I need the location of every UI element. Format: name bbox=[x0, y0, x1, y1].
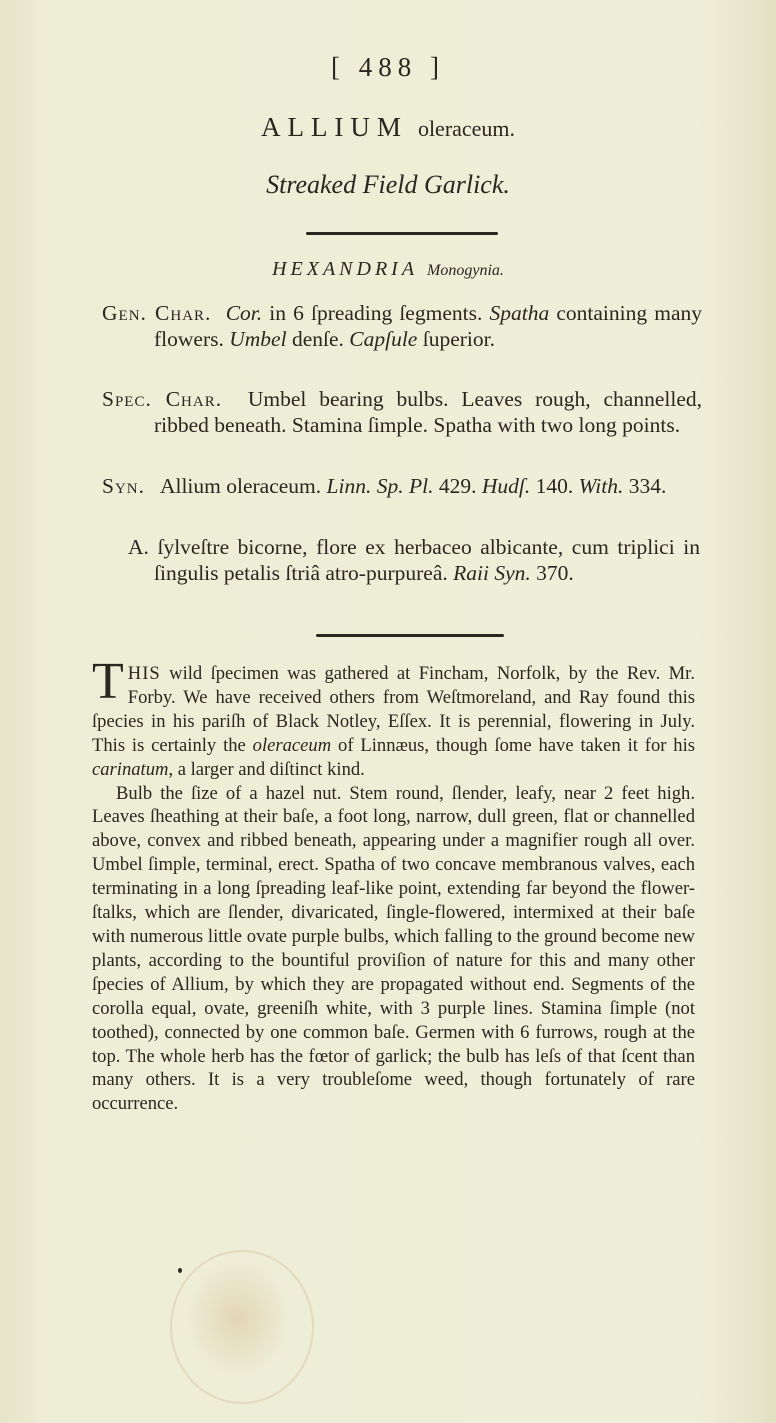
syn-text: Linn. Sp. Pl. bbox=[326, 474, 434, 498]
gen-char-text: ſuperior. bbox=[417, 327, 495, 351]
syn-text: Allium oleraceum. bbox=[159, 474, 327, 498]
gen-char-text: in 6 ſpreading ſegments. bbox=[262, 301, 490, 325]
syn-text: 334. bbox=[623, 474, 667, 498]
gen-char-text: Capſule bbox=[349, 327, 418, 351]
class-name: HEXANDRIA bbox=[272, 258, 419, 280]
description bbox=[92, 653, 696, 1116]
syn2-text: A. ſylveſtre bicorne, flore ex herbaceo albicante, cum triplici in ſingulis petalis ſtriâ atro-purpureâ. bbox=[128, 535, 700, 585]
top-divider bbox=[306, 232, 498, 235]
spec-char-label: Spec. Char. bbox=[102, 387, 223, 411]
body-text: carinatum bbox=[92, 758, 169, 780]
gen-char-text: containing many flowers. bbox=[154, 301, 702, 351]
generic-character bbox=[102, 300, 702, 352]
body-text: of Linnæus, though ſome have taken it for his bbox=[331, 734, 696, 756]
genus-name: ALLIUM bbox=[260, 112, 408, 142]
syn2-text: 370. bbox=[530, 561, 574, 585]
species-epithet: oleraceum. bbox=[417, 116, 516, 141]
page-number: [ 488 ] bbox=[331, 52, 445, 82]
ink-dot bbox=[178, 1268, 182, 1273]
synonymy bbox=[102, 473, 702, 499]
syn-text: With. bbox=[578, 474, 624, 498]
body-text: , a larger and diſtinct kind. bbox=[168, 758, 365, 780]
water-stain bbox=[170, 1250, 314, 1404]
species-title bbox=[0, 112, 776, 143]
gen-char-text: Umbel bbox=[229, 327, 287, 351]
gen-char-text: Spatha bbox=[489, 301, 550, 325]
order-name: Monogynia. bbox=[427, 262, 504, 279]
paragraph-intro bbox=[92, 653, 696, 782]
body-text: wild ſpecimen was gathered at Fincham, Norfolk, by the Rev. Mr. Forby. We have received others from Weſtmoreland, and Ray found this ſpecies in his pariſh of Black Notley, Eſſex. It is perennial, flowering in July. This is certainly the bbox=[92, 663, 695, 756]
syn-label: Syn. bbox=[102, 474, 145, 498]
syn2-text: Raii Syn. bbox=[453, 561, 531, 585]
gen-char-label: Gen. Char. bbox=[102, 301, 212, 325]
spec-char-text: Umbel bearing bulbs. Leaves rough, channelled, ribbed beneath. Stamina ſimple. Spatha with two long points. bbox=[154, 387, 702, 437]
classification bbox=[0, 258, 776, 281]
syn-text: 429. bbox=[433, 474, 482, 498]
specific-character bbox=[102, 386, 702, 438]
common-name: Streaked Field Garlick. bbox=[266, 170, 510, 199]
gen-char-text: denſe. bbox=[286, 327, 350, 351]
paragraph-description: Bulb the ſize of a hazel nut. Stem round, ſlender, leafy, near 2 feet high. Leaves ſheathing at their baſe, a foot long, narrow, dull green, flat or channelled above, convex and ribbed beneath, appearing under a magnifier rough all over. Umbel ſimple, terminal, erect. Spatha of two concave membranous valves, each terminating in a long ſpreading leaf-like point, extending far beyond the flower-ſtalks, which are ſlender, divaricated, ſingle-flowered, intermixed at their baſe with numerous little ovate purple bulbs, which falling to the ground become new plants, according to the bountiful proviſion of nature for this and many other ſpecies of Allium, by which they are propagated without end. Segments of the corolla equal, ovate, greeniſh white, with 3 purple lines. Stamina ſimple (not toothed), connected by one common baſe. Germen with 6 furrows, rough at the top. The whole herb has the fœtor of garlick; the bulb has leſs of that ſcent than many others. It is a very troubleſome weed, though fortunately of rare occurrence. bbox=[92, 782, 695, 1115]
gen-char-text: Cor. bbox=[225, 301, 263, 325]
drop-cap: T bbox=[92, 653, 124, 710]
body-text: HIS bbox=[127, 663, 161, 684]
syn-text: 140. bbox=[530, 474, 579, 498]
body-text: oleraceum bbox=[252, 734, 332, 756]
middle-divider bbox=[316, 634, 504, 637]
syn-text: Hudſ. bbox=[481, 474, 531, 498]
synonymy-secondary bbox=[128, 534, 700, 586]
